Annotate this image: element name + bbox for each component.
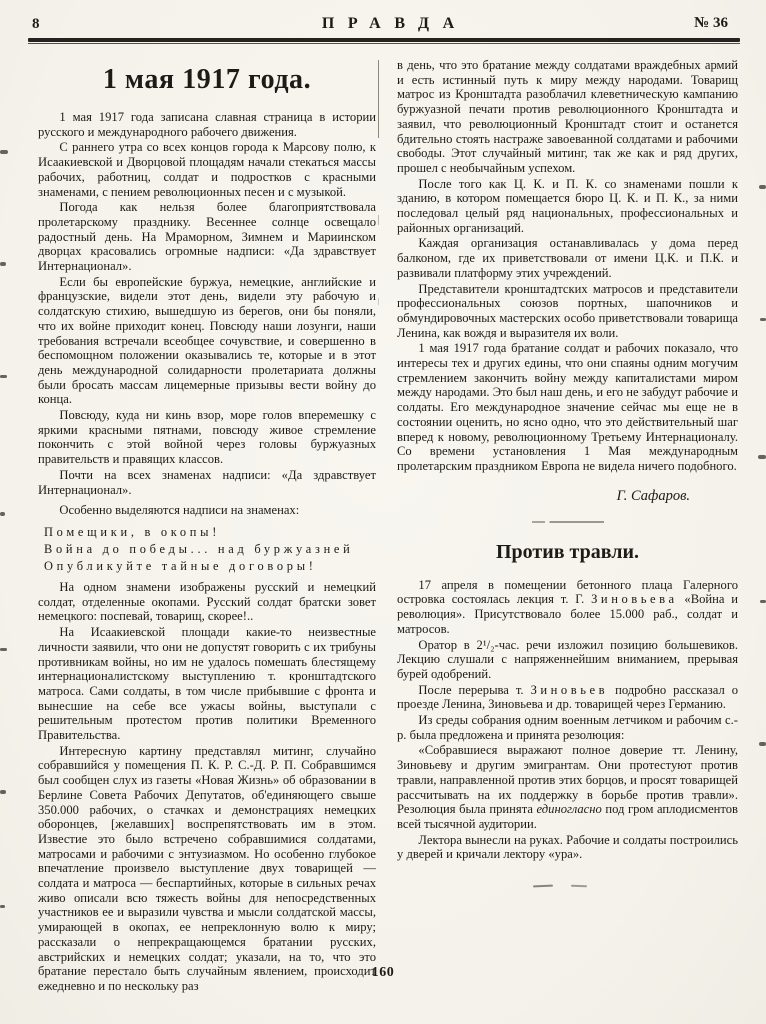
column-rule — [378, 215, 379, 225]
article1-signature: Г. Сафаров. — [616, 487, 690, 504]
scan-artifact — [0, 648, 7, 651]
paragraph — [397, 743, 738, 831]
header-rule-thin — [28, 43, 740, 44]
left-column — [38, 58, 376, 995]
paragraph: Почти на всех знаменах надписи: «Да здравствует Интернационал». — [38, 467, 376, 497]
article2-title: Против травли. — [495, 540, 640, 563]
header-rule — [28, 38, 740, 44]
scan-artifact — [0, 262, 6, 266]
scan-artifact — [759, 185, 766, 189]
scan-artifact — [759, 742, 766, 746]
paragraph-text: подробно рассказал о проезде Ленина, Зиновьева и др. товарищей через Германию. — [397, 682, 738, 712]
end-divider-dash — [532, 885, 552, 888]
paragraph: Представители кронштадтских матросов и представители профессиональных союзов портных, шапочников и обмундировочных мастерских особо приветствовали товарища Ленина, как вождя и выразителя их воли. — [397, 281, 738, 340]
letterspaced-name: Зиновьев — [530, 682, 609, 697]
section-divider — [532, 521, 604, 523]
slogan-line: Помещики, в окопы! — [44, 524, 221, 539]
page-number: 8 — [32, 16, 40, 32]
page-header — [30, 12, 746, 38]
paragraph-text: под гром аплодисментов всей тысячной аудитории. — [397, 802, 738, 831]
paragraph: Погода как нельзя более благоприятствовала пролетарскому празднику. Весеннее солнце освещало радостный день. На Мраморном, Зимнем и Мариинском дворцах красовались огромные надписи: «Да здравствует Интернационал». — [38, 200, 376, 274]
paragraph: в день, что это братание между солдатами враждебных армий и есть истинный путь к миру между народами. Товарищ матрос из Кронштадта разоблачил клеветническую кампанию буржуазной печати против революционного Кронштадта и заявил, что революционный Кронштадт стоит и останется бдительно стоять настраже завоеванной солдатами и рабочими свободы. Этот случайный митинг, так же как и ряд других, прошел с необычайным успехом. — [397, 58, 738, 175]
paragraph: Если бы европейские буржуа, немецкие, английские и французские, видели этот день, видели эту рабочую и солдатскую стихию, вышедшую из берегов, они бы поняли, что их войне приходит конец. Повсюду наши лозунги, наши требования встречали всеобщее сочувствие, и совершенно в беспомощном положении оказывались те, которые и в этот день международной солидарности пролетариата должны были бросать массам лицемерные призывы вести войну до конца. — [38, 274, 376, 407]
scan-artifact — [0, 512, 5, 516]
paragraph: Лектора вынесли на руках. Рабочие и солдаты построились у дверей и кричали лектору «ура». — [397, 832, 738, 862]
scan-artifact — [0, 375, 7, 378]
header-rule-thick — [28, 38, 740, 42]
scan-artifact — [760, 318, 766, 321]
paragraph: 1 мая 1917 года братание солдат и рабочих показало, что интересы тех и других едины, что они спаяны одним могучим стремлением закончить войну между капиталистами миром между народами. Это был наш день, и его не забудут рабочие и солдаты. Его международное значение сейчас мы еще не в состоянии оценить, но ясно одно, что это действительный шаг вперед к новому, революционному Третьему Интернационалу. Со времени установления 1 Мая международным пролетарским праздником Европа не видела ничего подобного. — [397, 341, 738, 473]
scan-artifact — [760, 600, 766, 603]
paragraph-text: 17 апреля в помещении бетонного плаца Галерного островка состоялась лекция т. Г. — [397, 577, 738, 607]
paragraph: На одном знамени изображены русский и немецкий солдат, отделенные окопами. Русский солдат братски зовет немецкого: поспевай, товарищ, скорее!.. — [38, 579, 376, 624]
paragraph — [397, 578, 738, 637]
banner-slogans — [38, 524, 376, 574]
emphasized-word: единогласно — [536, 802, 602, 817]
paragraph: Каждая организация останавливалась у дома перед балконом, где их приветствовали от имени Ц.К. и П.К. и развивали платформу этих учреждений. — [397, 236, 738, 280]
paragraph: Повсюду, куда ни кинь взор, море голов вперемешку с яркими красными пятнами, повсюду живое стремление покончить с этой войной через головы буржуазных правительств и правящих классов. — [38, 408, 376, 467]
scan-artifact — [758, 455, 766, 459]
paragraph-text: «Собравшиеся выражают полное доверие тт. Ленину, Зиновьеву и другим эмигрантам. Они протестуют против травли, направленной против этих борцов, и просят товарищей рассчитывать на их поддержку в борьбе против травли». Резолюция была принята — [397, 743, 738, 817]
column-rule — [378, 60, 379, 138]
end-divider-dash — [570, 885, 586, 888]
paragraph — [397, 683, 738, 712]
slogan-line: Война до победы... над буржуазней — [44, 541, 354, 556]
folio-number: 160 — [371, 965, 395, 980]
scan-artifact — [0, 905, 5, 908]
scan-artifact — [0, 790, 6, 794]
paragraph: На Исаакиевской площади какие-то неизвестные личности заявили, что они не допустят говорить с их трибуны противникам войны, но им не удалось помешать блестящему интернационалистскому выступлению т. кронштадтского матроса. Сами солдаты, в том числе прибывшие с фронта и вынесшие на себе все ужасы войны, выступали с решительным протестом против политики Временного Правительства. — [38, 625, 376, 743]
slogan-line: Опубликуйте тайные договоры! — [44, 558, 317, 573]
scan-artifact — [0, 150, 8, 154]
paragraph: Из среды собрания одним военным летчиком и рабочим с.-р. была предложена и принята резолюция: — [397, 713, 738, 742]
paragraph: С раннего утра со всех концов города к Марсову полю, к Исаакиевской и Дворцовой площадям начали стекаться массы рабочих, работниц, солдат и подростков с красными знаменами, с пением революционных песен и с музыкой. — [38, 140, 376, 199]
masthead-title: ПРАВДА — [321, 15, 468, 32]
letterspaced-name: Зиновьева — [591, 592, 678, 607]
paragraph: После того как Ц. К. и П. К. со знаменами пошли к зданию, в котором помещается бюро Ц. К. и П. К., за ними последовал целый ряд национальных, профессиональных и районных организаций. — [397, 176, 738, 235]
paragraph: Интересную картину представлял митинг, случайно собравшийся у помещения П. К. Р. С.-Д. Р. П. Собравшимся был сообщен слух из газеты «Новая Жизнь» об образовании в Берлине Совета Рабочих Депутатов, об'единяющего свыше 350.000 рабочих, о стачках и демонстрациях немецких оборонцев, [желавших] воспрепятствовать им в этом. Известие это было встречено собравшимися солдатами, матросами и рабочими с энтузиазмом. Но особенно глубокое впечатление произвело выступление двух товарищей — солдата и матроса — беспартийных, которые в сильных речах живо описали всю тяжесть войны для непосредственных участников ее и выразили чувства и мысли солдатской массы, умирающей в окопах, ее непреклонную волю к миру; рассказали о непрекращающемся братании русских, австрийских и немецких солдат; указали, на то, что это братание перестало быть случайным явлением, происходит ежедневно и по нескольку раз — [38, 743, 376, 993]
slogans-intro: Особенно выделяются надписи на знаменах: — [59, 503, 300, 518]
paragraph-text: «Война и революция». Присутствовало более 15.000 раб., солдат и матросов. — [397, 592, 738, 636]
issue-number: № 36 — [694, 15, 728, 31]
end-divider — [533, 884, 603, 887]
paragraph: 1 мая 1917 года записана славная страница в истории русского и международного рабочего движения. — [38, 110, 376, 139]
right-column — [397, 58, 738, 887]
column-rule — [378, 298, 379, 305]
paragraph-text: После перерыва т. — [418, 682, 531, 697]
paragraph: Оратор в 2¹/₂-час. речи изложил позицию большевиков. Лекцию слушали с напряженнейшим вниманием, прерывая бурей одобрений. — [397, 637, 738, 681]
article1-title: 1 мая 1917 года. — [102, 64, 312, 95]
